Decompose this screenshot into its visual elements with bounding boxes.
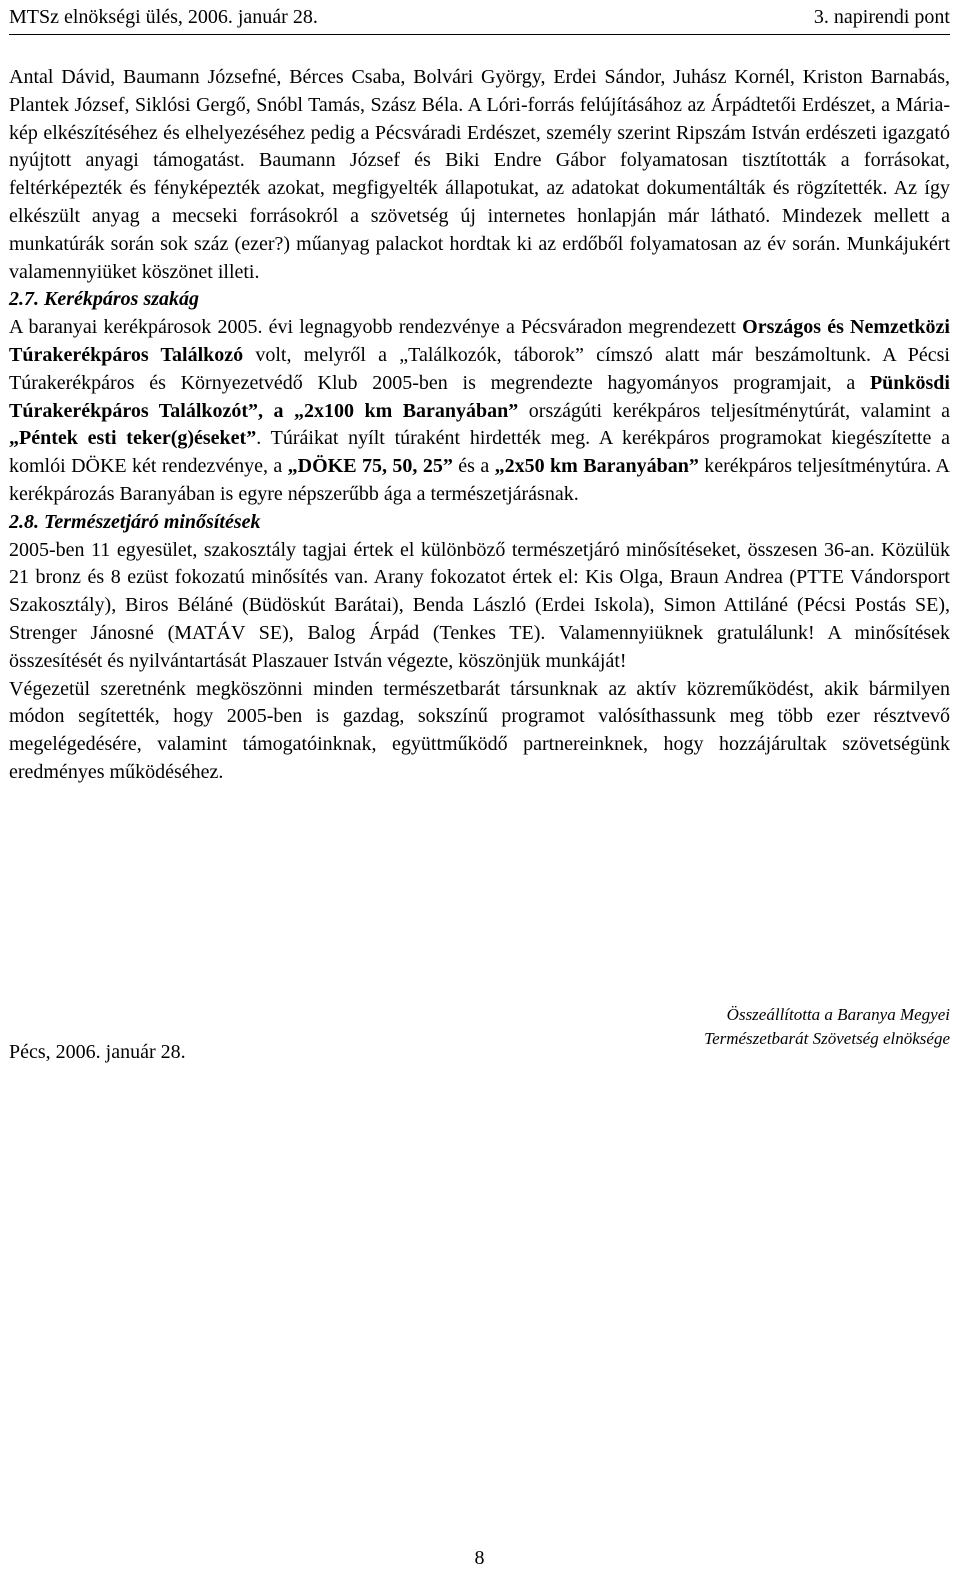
section-number: 2.8. <box>9 510 39 533</box>
text-run: országúti kerékpáros teljesítménytúrát, valamint a <box>518 399 950 422</box>
signature-line: Természetbarát Szövetség elnöksége <box>704 1029 950 1048</box>
text-run: . Túráikat nyílt túraként hirdették meg. A kerékpáros programokat kiegészítette a komlói DÖKE két rendezvénye, a <box>9 427 951 478</box>
section-heading-minositesek <box>9 509 950 537</box>
paragraph-forrasok: Antal Dávid, Baumann Józsefné, Bérces Csaba, Bolvári György, Erdei Sándor, Juhász Kornél, Kriston Barnabás, Plantek József, Siklósi Gergő, Snóbl Tamás, Szász Béla. A Lóri-forrás felújításához az Árpádtetői Erdészet, a Mária-kép elkészítéséhez és elhelyezéséhez pedig a Pécsváradi Erdészet, személy szerint Ripszám István erdészeti igazgató nyújtott anyagi támogatást. Baumann József és Biki Endre Gábor folyamatosan tisztították a forrásokat, feltérképezték és fényképezték azokat, megfigyelték állapotukat, az adatokat dokumentálták és rögzítették. Az így elkészült anyag a mecseki forrásokról a szövetség új internetes honlapján már látható. Mindezek mellett a munkatúrák során sok száz (ezer?) műanyag palackot hordtak ki az erdőből folyamatosan az év során. Munkájukért valamennyiüket köszönet illeti. <box>9 66 950 283</box>
text-run: A baranyai kerékpárosok 2005. évi legnagyobb rendezvénye a Pécsváradon megrendezett <box>9 316 743 339</box>
document-body <box>9 64 950 787</box>
bold-run: Pünkösdi Túrakerékpáros Találkozót”, a „2x100 km Baranyában” <box>9 371 950 422</box>
bold-run: Országos és Nemzetközi Túrakerékpáros Találkozó <box>9 316 950 366</box>
section-number: 2.7. <box>9 288 39 311</box>
signature-line: Összeállította a Baranya Megyei <box>726 1005 950 1024</box>
text-run: és a <box>452 455 495 478</box>
paragraph-kerekparos <box>9 314 950 509</box>
section-title: Kerékpáros szakág <box>44 288 200 311</box>
place-date: Pécs, 2006. január 28. <box>9 1041 186 1063</box>
paragraph-closing: Végezetül szeretnénk megköszönni minden természetbarát társunknak az aktív közreműködést, akik bármilyen módon segítették, hogy 2005-ben is gazdag, sokszínű programot valósíthassunk meg több ezer résztvevő megelégedésére, valamint támogatóinknak, együttműködő partnereinknek, hogy hozzájárultak szövetségünk eredményes működéséhez. <box>9 677 950 783</box>
document-page <box>9 0 950 1593</box>
section-title: Természetjáró minősítések <box>44 510 261 533</box>
section-heading-kerekparos <box>9 286 950 314</box>
paragraph-minositesek: 2005-ben 11 egyesület, szakosztály tagjai értek el különböző természetjáró minősítéseket, összesen 36-an. Közülük 21 bronz és 8 ezüst fokozatú minősítés van. Arany fokozatot értek el: Kis Olga, Braun Andrea (PTTE Vándorsport Szakosztály), Biros Béláné (Büdöskút Barátai), Benda László (Erdei Iskola), Simon Attiláné (Pécsi Postás SE), Strenger Jánosné (MATÁV SE), Balog Árpád (Tenkes TE). Valamennyiüknek gratulálunk! A minősítések összesítését és nyilvántartását Plaszauer István végezte, köszönjük munkáját! <box>9 538 950 672</box>
signature-block <box>550 1003 950 1051</box>
text-run: volt, melyről a „Találkozók, táborok” címszó alatt már beszámoltunk. A Pécsi Túrakerékpáros és Környezetvédő Klub 2005-ben is megrendezte hagyományos programjait, a <box>9 343 950 394</box>
bold-run: „DÖKE 75, 50, 25” <box>287 455 453 478</box>
bold-run: „2x50 km Baranyában” <box>494 455 699 478</box>
text-run: kerékpáros teljesítménytúra. A kerékpározás Baranyában is egyre népszerűbb ága a természetjárásnak. <box>9 455 951 505</box>
page-number: 8 <box>474 1547 485 1569</box>
header-agenda-item: 3. napirendi pont <box>813 6 950 28</box>
page-header <box>9 4 950 35</box>
bold-run: „Péntek esti teker(g)éseket” <box>9 427 257 450</box>
header-meeting-title: MTSz elnökségi ülés, 2006. január 28. <box>9 6 318 28</box>
